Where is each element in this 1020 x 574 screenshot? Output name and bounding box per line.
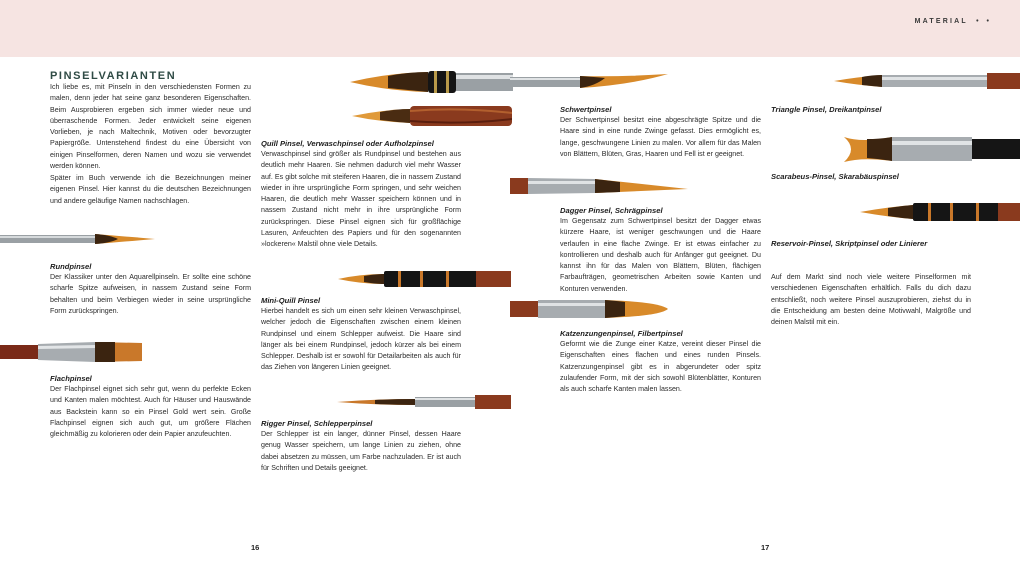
- scarabeus-brush-image: [842, 133, 1020, 165]
- top-band: [0, 0, 1020, 57]
- page-heading: PINSELVARIANTEN: [50, 70, 177, 82]
- rigger-brush-title: Rigger Pinsel, Schlepperpinsel: [261, 419, 373, 428]
- filbert-brush-title: Katzenzungenpinsel, Filbertpinsel: [560, 329, 683, 338]
- scarabeus-brush-title: Scarabeus-Pinsel, Skarabäuspinsel: [771, 172, 899, 181]
- dagger-brush-title: Dagger Pinsel, Schrägpinsel: [560, 206, 663, 215]
- reservoir-brush-title: Reservoir-Pinsel, Skriptpinsel oder Linierer: [771, 239, 928, 248]
- quill-brush-2-image: [350, 101, 512, 131]
- section-title: MATERIAL: [914, 18, 968, 25]
- sword-brush-image: [510, 71, 670, 93]
- quill-brush-title: Quill Pinsel, Verwaschpinsel oder Aufholzpinsel: [261, 139, 434, 148]
- intro-paragraph-1: Ich liebe es, mit Pinseln in den verschiedensten Formen zu malen, denn jeder hat seine ganz besonderen Eigenschaften. Beim Ausprobieren ergeben sich immer wieder neue und überraschende Formen. Jeder entwickelt seine eigenen Vorlieben, je nach Maltechnik, Motiven oder bevorzugter Papiergröße. Untenstehend findest du eine Übersicht von einigen Pinselformen, deren Namen und wozu sie verwendet werden können.: [50, 83, 251, 171]
- flat-brush-title: Flachpinsel: [50, 374, 92, 383]
- round-brush-image: [0, 230, 160, 248]
- sword-brush-title: Schwertpinsel: [560, 105, 612, 114]
- flat-brush-text: Der Flachpinsel eignet sich sehr gut, wenn du perfekte Ecken und Kanten malen möchtest. Auch für Häuser und Hauswände aus Backstein kann so ein Pinsel Gold wert sein. Große Flachpinsel eignen sich auch gut, um größere Flächen gleichmäßig zu kolorieren oder dein Papier anzufeuchten.: [50, 385, 251, 439]
- sword-brush-text: Der Schwertpinsel besitzt eine abgeschrägte Spitze und die Haare sind in eine runde Zwinge gefasst. Dies ermöglicht es, lange, geschwungene Linien zu malen. Vor allem für das Malen von Blättern, Blüten, Gras, Haaren und Fell ist er geeignet.: [560, 116, 761, 158]
- flat-brush-image: [0, 337, 145, 367]
- triangle-brush-image: [832, 70, 1020, 92]
- section-label: [915, 18, 992, 25]
- rigger-brush-image: [335, 393, 511, 411]
- filbert-brush-image: [510, 296, 670, 322]
- mini-quill-brush-image: [336, 268, 511, 290]
- mini-quill-title: Mini-Quill Pinsel: [261, 296, 321, 305]
- filbert-brush-text: Geformt wie die Zunge einer Katze, vereint dieser Pinsel die Eigenschaften eines flachen und eines runden Pinsels. Katzenzungenpinsel gibt es in abgerundeter oder spitz zulaufender Form, mit der sich sowohl Blütenblätter, Konturen als auch scharfe Kanten malen lassen.: [560, 340, 761, 394]
- rigger-brush-text: Der Schlepper ist ein langer, dünner Pinsel, dessen Haare genug Wasser speichern, um lange Linien zu ziehen, ohne dabei absetzen zu müssen, um Farbe nachzuladen. Er ist auch für Schriften und Details geeignet.: [261, 430, 461, 472]
- quill-brush-image: [348, 67, 513, 97]
- round-brush-text: Der Klassiker unter den Aquarellpinseln. Er sollte eine schöne scharfe Spitze aufweisen, in nassem Zustand seine Form behalten und beim Verbiegen wieder in seine ursprüngliche Form zurückspringen.: [50, 273, 251, 315]
- section-dots: • •: [976, 18, 992, 25]
- intro-paragraph-2: Später im Buch verwende ich die Bezeichnungen meiner eigenen Pinsel. Hier kannst du die deutschen Bezeichnungen und andere geläufige Namen nachschlagen.: [50, 174, 251, 205]
- round-brush-title: Rundpinsel: [50, 262, 92, 271]
- closing-paragraph: Auf dem Markt sind noch viele weitere Pinselformen mit verschiedenen Eigenschaften erhältlich. Falls du dich dazu entschließt, noch weitere Pinsel auszuprobieren, ziehst du in die Entscheidung am besten deine Motivwahl, Malgröße und deinen Malstil mit ein.: [771, 273, 971, 327]
- quill-brush-text: Verwaschpinsel sind größer als Rundpinsel und bestehen aus deutlich mehr Haaren. Sie nehmen dadurch viel mehr Wasser auf. Es gibt solche mit steiferen Haaren, die in nassem Zustand wieder in ihre ursprüngliche Form springen, und sehr weichen Haaren, die deutlich mehr Wasser speichern können und in nassem Zustand nicht mehr in ihre ursprüngliche Form zurückspringen. Diese Pinsel eignen sich für großflächige Lasuren, Anfeuchten des Papiers und für den sogenannten »lockeren« Malstil ohne viele Details.: [261, 150, 461, 249]
- dagger-brush-image: [510, 175, 690, 197]
- reservoir-brush-image: [858, 200, 1020, 224]
- page-number-left: 16: [251, 543, 260, 552]
- dagger-brush-text: Im Gegensatz zum Schwertpinsel besitzt der Dagger etwas kürzere Haare, ist weniger geschwungen und die Haare verlaufen in eine flache Zwinge. Er ist etwas einfacher zu kontrollieren und deshalb auch für Anfänger gut geeignet. Du kannst ihn für das Malen von Blättern, Blüten, flächigen Farbaufträgen, geometrischen Arbeiten sowie Kanten und Konturen verwenden.: [560, 217, 761, 293]
- triangle-brush-title: Triangle Pinsel, Dreikantpinsel: [771, 105, 882, 114]
- page-number-right: 17: [761, 543, 770, 552]
- mini-quill-text: Hierbei handelt es sich um einen sehr kleinen Verwaschpinsel, welcher jedoch die Eigenschaften zwischen einem kleinen Rundpinsel und einem Schlepper aufweist. Die Haare sind länger als bei einem Rundpinsel, jedoch kürzer als bei einem Schlepper. Deshalb ist er sowohl für Detailarbeiten als auch für das Ziehen von längeren Linien geeignet.: [261, 307, 461, 372]
